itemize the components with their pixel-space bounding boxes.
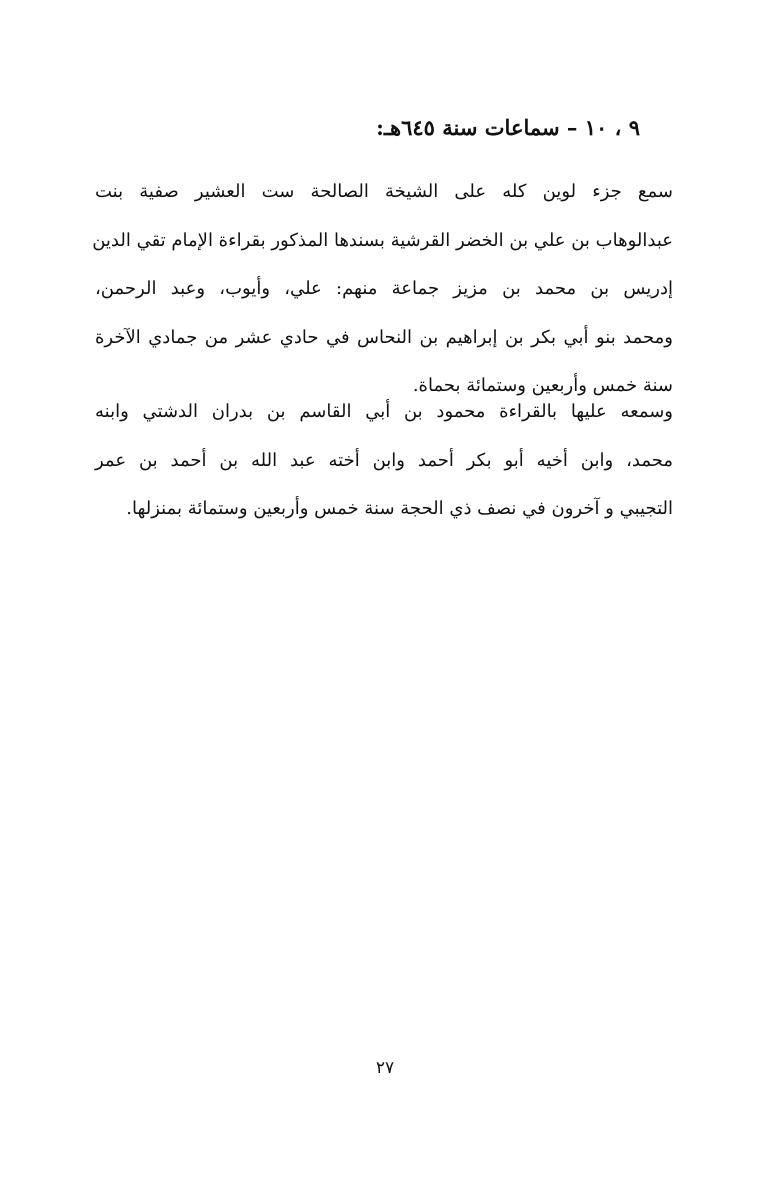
- paragraph-line: التجيبي و آخرون في نصف ذي الحجة سنة خمس وأربعين وستمائة بمنزلها.: [126, 498, 673, 519]
- page-number: ٢٧: [375, 1058, 395, 1078]
- paragraph-second: [95, 388, 673, 534]
- paragraph-line: عبدالوهاب بن علي بن الخضر القرشية بسندها المذكور بقراءة الإمام تقي الدين: [92, 229, 673, 251]
- paragraph-line: إدريس بن محمد بن مزيز جماعة منهم: علي، وأيوب، وعبد الرحمن،: [95, 278, 673, 299]
- paragraph-line: وسمعه عليها بالقراءة محمود بن أبي القاسم بن بدران الدشتي وابنه: [95, 401, 673, 422]
- paragraph-line: سمع جزء لوين كله على الشيخة الصالحة ست العشير صفية بنت: [95, 181, 673, 202]
- paragraph-line: محمد، وابن أخيه أبو بكر أحمد وابن أخته عبد الله بن أحمد بن عمر: [95, 449, 673, 471]
- paragraph-line: ومحمد بنو أبي بكر بن إبراهيم بن النحاس في حادي عشر من جمادي الآخرة: [95, 326, 673, 348]
- paragraph-first: [92, 168, 673, 411]
- paragraph-line: سنة خمس وأربعين وستمائة بحماة.: [412, 375, 673, 396]
- section-heading: ٩ ، ١٠ – سماعات سنة ٦٤٥هـ:: [376, 115, 640, 140]
